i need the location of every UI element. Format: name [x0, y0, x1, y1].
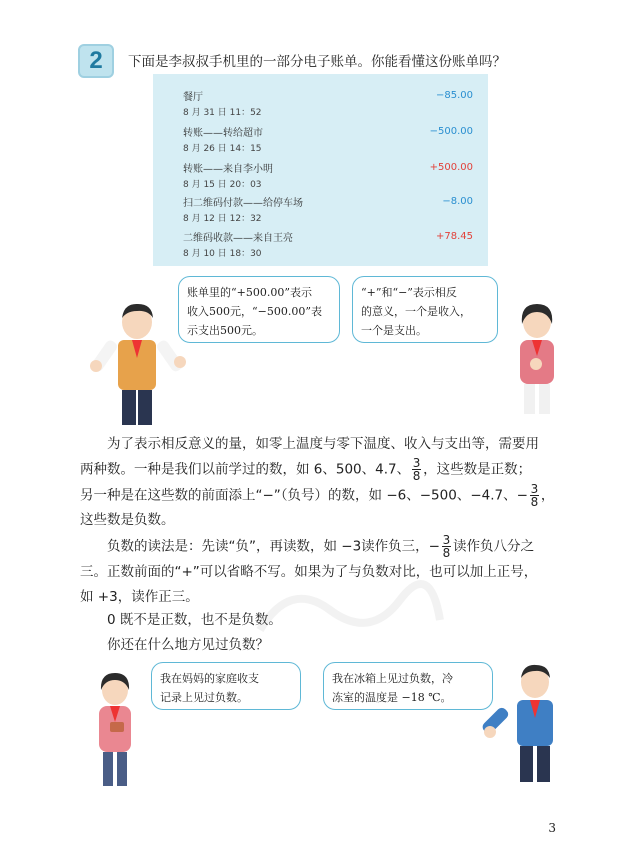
text-fragment: 负数的读法是：先读“负”，再读数，如 −3读作负三，−: [107, 538, 440, 555]
bill-entry: [183, 194, 473, 224]
bubble-line: 我在冰箱上见过负数，冷: [332, 672, 453, 685]
fraction-numerator: 3: [442, 533, 451, 547]
speech-bubble-boy-top: [178, 276, 340, 343]
fraction-denominator: 8: [412, 469, 421, 483]
bill-entry-date: 8 月 10 日 18：30: [183, 249, 262, 259]
text-fragment: ，这些数是正数；: [423, 461, 532, 478]
text-line: 为了表示相反意义的量，如零上温度与零下温度、收入与支出等，需要用: [107, 436, 539, 452]
fraction-three-eighths: [442, 534, 451, 559]
bill-entry-amount: −85.00: [435, 90, 473, 101]
bubble-line: 收入500元，“−500.00”表: [187, 305, 322, 318]
text-fragment: 两种数。一种是我们以前学过的数，如 6、500、4.7、: [80, 461, 411, 478]
speech-bubble-girl-bottom: [151, 662, 301, 710]
bill-entry-amount: +500.00: [429, 162, 473, 173]
fraction-denominator: 8: [442, 546, 451, 560]
paragraph-3: 0 既不是正数，也不是负数。: [107, 612, 282, 628]
bubble-line: 示支出500元。: [187, 324, 263, 337]
bubble-line: “+”和“−”表示相反: [361, 286, 457, 299]
bill-entry-date: 8 月 15 日 20：03: [183, 180, 262, 190]
bubble-line: 的意义，一个是收入，: [361, 305, 471, 318]
bill-entry: [183, 160, 473, 190]
text-fragment: 另一种是在这些数的前面添上“−”（负号）的数，如 −6、−500、−4.7、−: [80, 487, 528, 503]
bill-entry-title: 转账——转给超市: [183, 128, 263, 139]
fraction-three-eighths: [412, 457, 421, 482]
bubble-line: 冻室的温度是 −18 ℃。: [332, 691, 452, 704]
bill-entry-title: 扫二维码付款——给停车场: [183, 198, 303, 209]
paragraph-4: 你还在什么地方见过负数？: [107, 637, 269, 653]
text-line: [80, 534, 580, 560]
boy-illustration: [480, 660, 580, 785]
bill-entry-amount: +78.45: [435, 231, 473, 242]
bubble-line: 我在妈妈的家庭收支: [160, 672, 259, 685]
bubble-line: 一个是支出。: [361, 324, 427, 337]
paragraph-1: [80, 432, 580, 533]
text-line: 另一种是在这些数的前面添上“−”（负号）的数，如 −6、−500、−4.7、− $\frac{3}{8}$ ，: [80, 481, 555, 509]
bill-entry-title: 转账——来自李小明: [183, 164, 273, 175]
text-line: 如 +3，读作正三。: [80, 588, 199, 605]
bill-entry: [183, 88, 473, 118]
fraction-three-eighths: [530, 483, 539, 508]
bill-panel: [153, 74, 488, 266]
bill-entry: [183, 229, 473, 259]
fraction-numerator: 3: [412, 456, 421, 470]
text-line: [80, 457, 580, 483]
watermark-logo: [250, 570, 450, 650]
bill-entry-title: 二维码收款——来自王亮: [183, 233, 293, 244]
bubble-line: 记录上见过负数。: [160, 691, 248, 704]
text-line: 这些数是负数。: [80, 512, 175, 528]
bill-entry-date: 8 月 12 日 12：32: [183, 214, 262, 224]
page-number: 3: [548, 821, 556, 835]
bubble-line: 账单里的“+500.00”表示: [187, 286, 312, 299]
girl-illustration: [80, 668, 150, 788]
text-line: 三。正数前面的“+”可以省略不写。如果为了与负数对比，也可以加上正号，: [80, 563, 538, 580]
question-number-badge: 2: [78, 44, 114, 78]
bill-entry-date: 8 月 31 日 11：52: [183, 108, 262, 118]
speech-bubble-boy-bottom: [323, 662, 493, 710]
bill-entry-date: 8 月 26 日 14：15: [183, 144, 262, 154]
girl-illustration: [500, 300, 575, 415]
question-text: 下面是李叔叔手机里的一部分电子账单。你能看懂这份账单吗？: [128, 54, 506, 70]
bill-entry: [183, 124, 473, 154]
fraction-numerator: 3: [530, 481, 539, 496]
bill-entry-title: 餐厅: [183, 92, 203, 103]
boy-illustration: [82, 300, 192, 425]
fraction-denominator: 8: [530, 494, 539, 509]
text-fragment: 读作负八分之: [453, 538, 534, 555]
bill-entry-amount: −8.00: [442, 196, 473, 207]
speech-bubble-girl-top: [352, 276, 498, 343]
bill-entry-amount: −500.00: [429, 126, 473, 137]
